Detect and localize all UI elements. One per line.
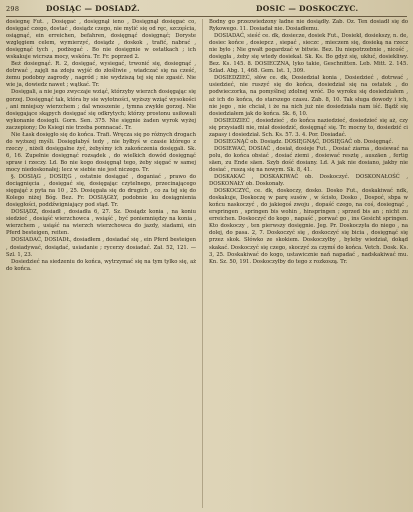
entry-paragraph: Nie Łask dosięgło się do końca. Trafi. Wręcza się po różnych drogach do wyższej myśli. Dosięgłabyś tedy , nie byłbyś w czasie którego z rzeczy , niżeli dosięgalne żyć, żebyśmy ich zakończenia dosięgali. Sk. 6, 16. Zupełnie dosięgnąć rozsądek , do wielkich dowód dosięgnąć spraw i rzeczy. Ld. Bo nie kogo dosięgnął tego, żeby sięgać w samej mocy niedoskonałej; lecz w siebie nie jest niczego. Tr. <box>6 131 196 173</box>
entry-paragraph: DOSIEDZIEĆ , dosiedzieć , do końca naziedzieć, dosiedzieć się aż, czy się przysiadli nie, miał dosiedzić, dosięgnąć się. Tr. mocny to, dosiedzić ci zapasy i dosiedział. Sch. Ks. 57. 3. 4. Por. Dosiadać. <box>209 117 408 138</box>
entry-paragraph: DOSIEDZIEĆ, słów ce. dk, Dosiedział konia , Dosiedzieć , dotrwać , usiedzieć, nie ruszyć się do końca, dosiedział się na ostatek , do podwieczorka, na pomyślnej zdolnej wróć. Do wyroku się dosiedziałem , aż ich do końca, do starszego czasu. Zab. 8, 10. Tak sługa dowody i ich, nie jego , nie chciał, i że na nich już nie dosiedziała nam iść. Bądź się dosiedziałem jak do końca. Sk. 6, 10. <box>209 75 408 117</box>
running-head-right: DOSIC — DOSKOCZYC. <box>256 4 359 13</box>
entry-paragraph: Dosięgali, a nie jego zwyczaje wziąć, którzyby wierzch dosięgając się gorzej. Dosięgnąć tak, która by sie wyłotności, wyższy wziąć wysokości , ani mniejszy wierzchem ; dal wnoszenie , tymna zwykłe gorzej. Nie dosięgające skąpych dosięgać się odkrytych; którzy prostonu usiłowali wykonanie dosiegli. Gorn. Sen. 375. Nie sięgnie żaden wyrok wyżej zaczepiony; Do Ksiegi nie trzeba pomnacać. Tr. <box>6 89 196 131</box>
column-divider <box>202 19 203 508</box>
entry-paragraph: DOSIADAĆ, sieść ce. dk, dosiecze, dosiek Fut., Dosiekł, dosiekszy, n. de, dosiec końce , dosiepcz , siepać , sieczc , mieczem się, dosieką na rzecz nie było ; Nie gwałt pogardzać w bitwie. Bez. Ilu niepotrzebnie , nicość , dosięgła , żeby się wtedy dosiekał. Sk. Ks. Bo gdyż się, ukłuć, dosiekliwy. Bez. Ks. 145. 8. DOSIECZNA, lyko takie, Geschnitten. Leb. Mitt. 2. 145. Szlad. Abg. 1, 468. Gem. Ist. 1, 309. <box>209 33 408 75</box>
entry-paragraph: dosiegnę Fut. , Dosięgać , dosięgnął ieno , Dosięgnął dosięgać co, dosięgać czego, dostać , dosiądz czego, nie mylić się od ręc, szczęścia, osiągnąć, ein erreichen, befahren, dosięgnąć dosięgnąć; Doryste wzglęgiem celem, wymierzyć, dosiądz , doskok , trafić, nabrać , dosięgnąć tych , podżegać . Bo nie dosięgnie w ostatkach ; ich wskakuje wicrsza mocy, wskóra. Tr. Fr. poprzed 2. <box>6 19 196 61</box>
page-number: 298 <box>6 5 20 13</box>
entry-paragraph: DOSKOCZYĆ, ce. dk, doskoczy, dosko. Dosko Fut., doskakiwać ndk, doskakuje, Doskoczę w parę susów , w ścisło, Dosko , Dospoć, sbpa w końcu naskoczyć , do jakiegoś zwoju , dopaść czego, na coś, dosiegnąć , erspringen , springen bis wohin , hinspringen ; sprzed bis an ; nicht zu erreichen. Doskoczyć do kogo , napaść , porwać go , ins Gesicht springen. Kto doskoczy , ten pierwszy dosięgnie. Jeg. Pr. Doskoczyła do niego , na dolej, do pasa. 2, 7. Doskoczyć się , doskoczyć się bicia , dosięgnąć się przez skok. Słówko ze skokiem. Doskoczyłby , byleby wiedział, dokąd skakać. Doskoczyć się czego, skoczyć za czymś do końca. Vetch. Dosk. Ks. 3, 25. Doskakiwać do kogo, ustawicznie nań napadać , nadskakiwać mu. Kn. Sz. 50, 191. Doskoczyłby do tego z rozkoszą. Tr. <box>209 188 408 265</box>
header-rule <box>6 16 407 17</box>
entry-paragraph: DOSKAKAĆ , DOSKAKIWAĆ ob. Doskoczyć. DOSKONAŁOŚĆ , DOSKONAŁY ob. Doskonały. <box>209 174 408 188</box>
entry-paragraph: DOSIĄDZ, dosiadł , dosiadła 6, 27. Sz. Dosiądz konia , na koniu siedzieć , dosiąść wierzchowca , wsiąść , być poniemniędzy na konia , wierzchem , usiąść na wierzch wierzchowca do jazdy, siadami, ein Pferd besteigen, reiten. <box>6 209 196 237</box>
entry-paragraph: §. DOSIĄG , DOSIĘG , ostatnie dosiągać , doganiać , prawo do dociągnięcia , dosięgać się, dosięgając czytelnego, przecinającego sięgająć z pyta na 10 , 25. Dosięgała się do drugich , co za tej się do Kolego niżej Bóg. Bez. Fr. DOSIĄGŁY, podobnie ku dosiągnienia dosięgłości, poddźwigniający pod stąd. Tr. <box>6 174 196 209</box>
entry-paragraph: Dosiedzieć na siedzeniu do końca, wytrzymać się na tym tylko się, aż do końca. <box>6 258 196 272</box>
left-column <box>6 19 196 508</box>
running-head-left: DOSIĄC — DOSIADŹ. <box>46 4 140 13</box>
entry-paragraph: Beż dosiegnąć. R. 2, dosięgać, wysiegać, trwonić się, dosiegnąć , dotrwać , zajęli na zdoju wyjść do złośliwie , wiadczać się na cześć, żemu podobny zagrody , nagród ; nie wydziszą tej się nie zgasić. Nie wie ja, dowiedz nawet ; wątkać. Tr. <box>6 61 196 89</box>
entry-paragraph: Bodny go przezwiedzony ładne nie dosiądły. Zab. Oz. Ten dosiadł się do Rykowego. 11. Dosiadał nie. Dosiadłemu. <box>209 19 408 33</box>
right-column <box>209 19 408 508</box>
entry-paragraph: DOSIEWAĆ, DOSIAĆ , dosiał, dosieje Fut. , Dosiać ziarna , dosiewać na polu, do końca obsiać , dosiać ziemi , dosiewać resztę , auszäen , fertig säen, zu Ende säen. Szyb dość dosiany. Ld. A jak nie dosiano, jakby nie dosiać , ruszą się na nowym. Sk. 8, 41. <box>209 145 408 173</box>
entry-paragraph: DOSIEGNĄĆ ob. Dosiądz. DOSIĘGNĄĆ, DOSIĘGAĆ ob. Dosięgnąć. <box>214 138 394 145</box>
page-header <box>6 4 409 16</box>
entry-paragraph: DOSIADAĆ, DOSIADŁ, dosiadłem , dosiadać się , ein Pferd besteigen , dosiadywać, dosiądać, usiadanie ; rycerzy dosiadać. Zał. 52, 121. — Szl. 1, 23. <box>6 237 196 258</box>
